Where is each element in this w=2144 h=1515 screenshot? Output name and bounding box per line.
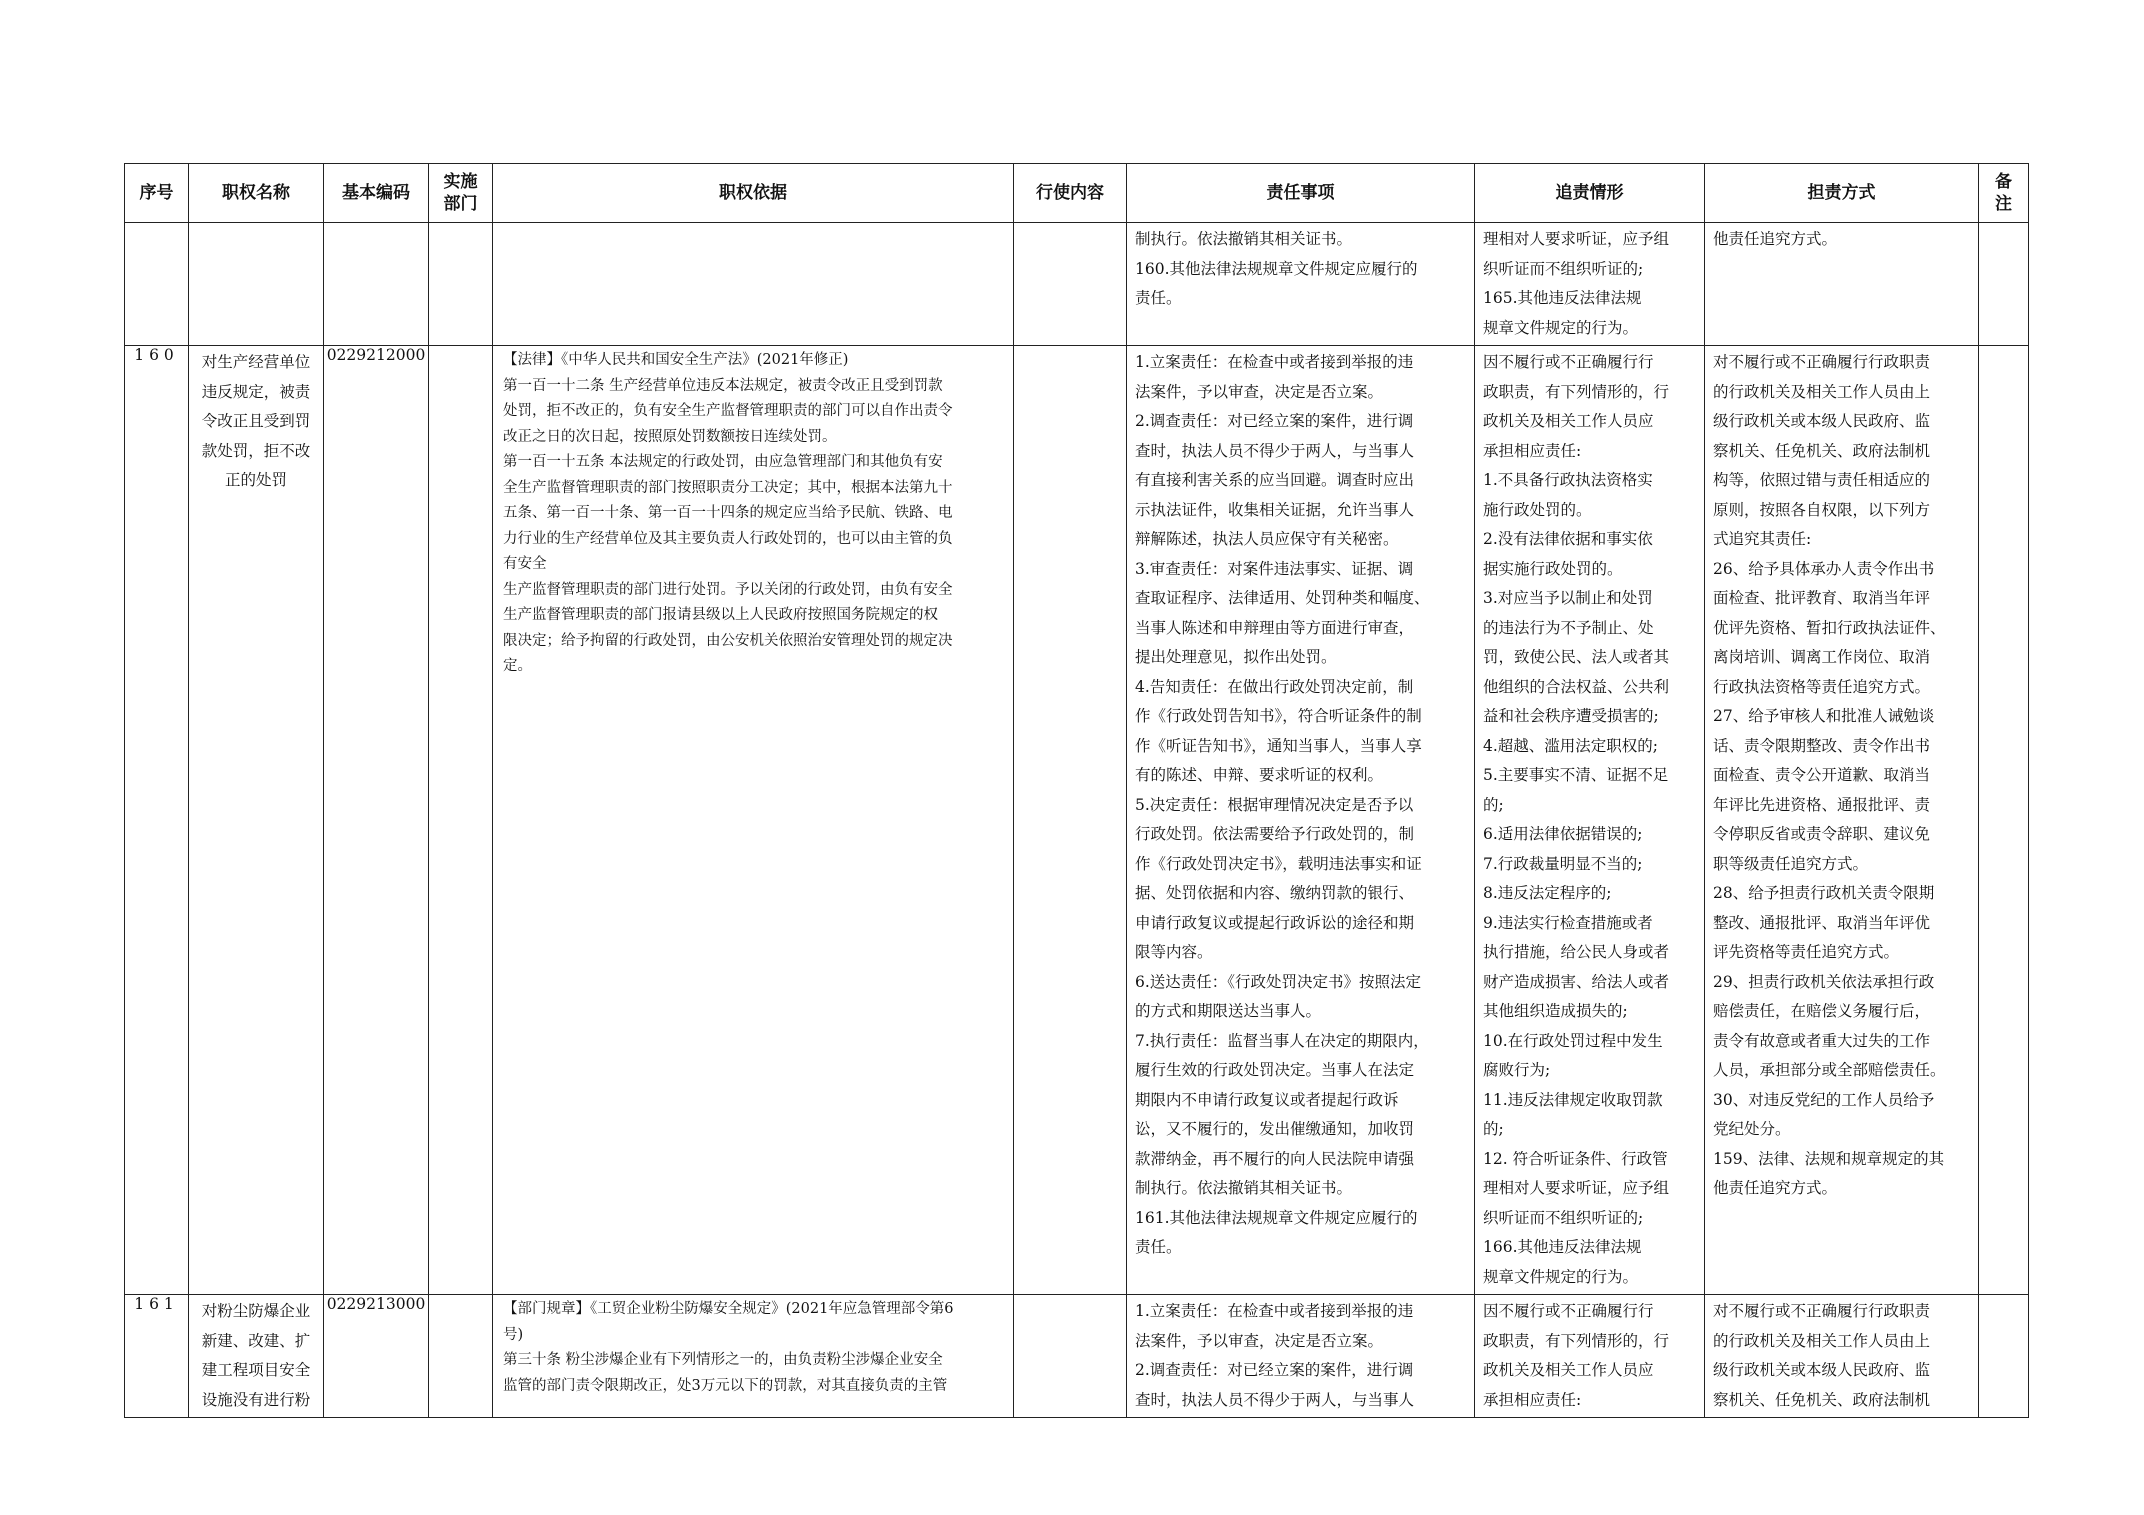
cell-liability-line: 原则，按照各自权限，以下列方 bbox=[1713, 500, 1931, 519]
cell-accountability-line: 8.违反法定程序的; bbox=[1483, 884, 1612, 902]
cell-name bbox=[189, 1295, 324, 1418]
cell-duty-line: 查取证程序、法律适用、处罚种类和幅度、 bbox=[1135, 589, 1430, 607]
cell-duty bbox=[1127, 346, 1475, 1295]
cell-basis-text bbox=[493, 346, 1013, 682]
cell-duty-line: 2.调查责任：对已经立案的案件，进行调 bbox=[1135, 412, 1414, 430]
header-content: 行使内容 bbox=[1014, 164, 1127, 223]
cell-liability-line: 察机关、任免机关、政府法制机 bbox=[1713, 1390, 1931, 1409]
cell-liability-line: 的行政机关及相关工作人员由上 bbox=[1713, 382, 1931, 401]
cell-code-text: 0229212000 bbox=[326, 346, 426, 364]
cell-duty-line: 当事人陈述和申辩理由等方面进行审查， bbox=[1135, 618, 1415, 637]
cell-liability-line: 构等，依照过错与责任相适应的 bbox=[1713, 471, 1931, 489]
cell-accountability-line: 规章文件规定的行为。 bbox=[1483, 318, 1639, 337]
cell-liability-line: 对不履行或不正确履行行政职责 bbox=[1713, 1302, 1931, 1320]
header-dept bbox=[429, 164, 493, 223]
cell-basis-line: 力行业的生产经营单位及其主要负责人行政处罚的，也可以由主管的负 bbox=[503, 530, 953, 547]
cell-liability-line: 28、给予担责行政机关责令限期 bbox=[1713, 884, 1935, 902]
header-basis: 职权依据 bbox=[493, 164, 1014, 223]
cell-basis-line: 号) bbox=[503, 1326, 524, 1343]
cell-accountability-line: 166.其他违反法律法规 bbox=[1483, 1238, 1642, 1256]
cell-code-text: 0229213000 bbox=[326, 1295, 426, 1313]
header-duty: 责任事项 bbox=[1127, 164, 1475, 223]
cell-liability-line: 话、责令限期整改、责令作出书 bbox=[1713, 736, 1931, 755]
cell-basis-line: 限决定；给予拘留的行政处罚，由公安机关依照治安管理处罚的规定决 bbox=[503, 632, 953, 649]
cell-accountability-line: 益和社会秩序遭受损害的; bbox=[1483, 707, 1659, 725]
cell-duty-line: 据、处罚依据和内容、缴纳罚款的银行、 bbox=[1135, 884, 1415, 902]
cell-name bbox=[189, 223, 324, 346]
cell-accountability-line: 理相对人要求听证，应予组 bbox=[1483, 230, 1670, 248]
cell-basis-line: 【法律】《中华人民共和国安全生产法》(2021年修正) bbox=[503, 352, 849, 368]
cell-liability-line: 优评先资格、暂扣行政执法证件、 bbox=[1713, 618, 1946, 637]
cell-name-line: 建工程项目安全 bbox=[201, 1361, 311, 1379]
header-accountability: 追责情形 bbox=[1475, 164, 1705, 223]
cell-duty-line: 3.审查责任：对案件违法事实、证据、调 bbox=[1135, 559, 1414, 578]
header-remark-text: 备注 bbox=[1995, 172, 2012, 214]
cell-liability-line: 他责任追究方式。 bbox=[1713, 1179, 1838, 1197]
cell-basis-line: 第一百一十二条 生产经营单位违反本法规定，被责令改正且受到罚款 bbox=[503, 377, 943, 394]
cell-dept bbox=[429, 1295, 493, 1418]
cell-liability-text bbox=[1705, 1295, 1978, 1417]
cell-basis-line: 生产监督管理职责的部门报请县级以上人民政府按照国务院规定的权 bbox=[503, 607, 938, 623]
cell-name-line: 对生产经营单位 bbox=[201, 353, 311, 371]
cell-liability-line: 人员，承担部分或全部赔偿责任。 bbox=[1713, 1061, 1946, 1079]
cell-accountability-line: 2.没有法律依据和事实依 bbox=[1483, 530, 1653, 548]
cell-accountability-line: 7.行政裁量明显不当的; bbox=[1483, 854, 1643, 873]
cell-liability-line: 29、担责行政机关依法承担行政 bbox=[1713, 972, 1935, 991]
cell-accountability-line: 罚，致使公民、法人或者其 bbox=[1483, 648, 1670, 666]
cell-accountability-line: 其他组织造成损失的; bbox=[1483, 1002, 1628, 1020]
cell-dept bbox=[429, 223, 493, 346]
cell-accountability-line: 政机关及相关工作人员应 bbox=[1483, 1361, 1654, 1379]
cell-duty-line: 示执法证件，收集相关证据，允许当事人 bbox=[1135, 500, 1415, 519]
cell-code bbox=[324, 1295, 429, 1418]
cell-duty-line: 2.调查责任：对已经立案的案件，进行调 bbox=[1135, 1361, 1414, 1379]
cell-duty-line: 申请行政复议或提起行政诉讼的途径和期 bbox=[1135, 913, 1415, 932]
cell-duty-text bbox=[1127, 346, 1474, 1265]
cell-accountability-line: 因不履行或不正确履行行 bbox=[1483, 353, 1654, 371]
cell-seq bbox=[125, 1295, 189, 1418]
cell-accountability-line: 政机关及相关工作人员应 bbox=[1483, 412, 1654, 430]
cell-basis-line: 监管的部门责令限期改正，处3万元以下的罚款，对其直接负责的主管 bbox=[503, 1377, 948, 1394]
cell-name-text bbox=[189, 223, 323, 227]
cell-accountability-line: 12. 符合听证条件、行政管 bbox=[1483, 1149, 1668, 1168]
cell-basis-line: 生产监督管理职责的部门进行处罚。予以关闭的行政处罚，由负有安全 bbox=[503, 581, 953, 598]
cell-basis-line: 改正之日的次日起，按照原处罚数额按日连续处罚。 bbox=[503, 428, 837, 445]
cell-accountability-line: 10.在行政处罚过程中发生 bbox=[1483, 1031, 1663, 1050]
cell-accountability-line: 因不履行或不正确履行行 bbox=[1483, 1302, 1654, 1320]
cell-basis-line: 第三十条 粉尘涉爆企业有下列情形之一的，由负责粉尘涉爆企业安全 bbox=[503, 1352, 943, 1368]
cell-liability-line: 面检查、批评教育、取消当年评 bbox=[1713, 589, 1931, 607]
cell-basis-line: 处罚，拒不改正的，负有安全生产监督管理职责的部门可以自作出责令 bbox=[503, 403, 953, 419]
cell-duty-line: 作《听证告知书》，通知当事人，当事人享 bbox=[1135, 736, 1422, 755]
cell-liability-line: 30、对违反党纪的工作人员给予 bbox=[1713, 1090, 1935, 1109]
cell-duty-line: 作《行政处罚告知书》，符合听证条件的制 bbox=[1135, 707, 1422, 725]
cell-dept bbox=[429, 346, 493, 1295]
cell-name bbox=[189, 346, 324, 1295]
cell-liability-line: 整改、通报批评、取消当年评优 bbox=[1713, 913, 1931, 932]
cell-name-line: 款处罚，拒不改 bbox=[201, 441, 311, 460]
cell-seq-text: 160 bbox=[134, 346, 179, 364]
header-code: 基本编码 bbox=[324, 164, 429, 223]
cell-liability-text bbox=[1705, 346, 1978, 1206]
cell-accountability-line: 的; bbox=[1483, 795, 1504, 814]
table-row bbox=[125, 1295, 2029, 1418]
cell-liability-line: 党纪处分。 bbox=[1713, 1120, 1791, 1138]
cell-basis-line: 定。 bbox=[503, 658, 532, 674]
cell-accountability-line: 他组织的合法权益、公共利 bbox=[1483, 677, 1670, 696]
cell-name-line: 对粉尘防爆企业 bbox=[201, 1302, 311, 1320]
cell-accountability-line: 腐败行为; bbox=[1483, 1061, 1551, 1079]
cell-liability bbox=[1705, 223, 1979, 346]
cell-duty-line: 制执行。依法撤销其相关证书。 bbox=[1135, 230, 1353, 248]
cell-basis bbox=[493, 223, 1014, 346]
cell-accountability bbox=[1475, 1295, 1705, 1418]
cell-liability-line: 行政执法资格等责任追究方式。 bbox=[1713, 677, 1931, 696]
cell-duty-line: 讼，又不履行的，发出催缴通知，加收罚 bbox=[1135, 1120, 1415, 1138]
cell-liability-line: 159、法律、法规和规章规定的其 bbox=[1713, 1149, 1945, 1168]
cell-basis bbox=[493, 346, 1014, 1295]
cell-name-line: 新建、改建、扩 bbox=[201, 1331, 311, 1350]
cell-accountability-text bbox=[1475, 223, 1704, 345]
cell-accountability bbox=[1475, 223, 1705, 346]
cell-accountability-line: 施行政处罚的。 bbox=[1483, 500, 1592, 519]
cell-duty-text bbox=[1127, 1295, 1474, 1417]
table-row bbox=[125, 223, 2029, 346]
cell-duty-line: 提出处理意见，拟作出处罚。 bbox=[1135, 648, 1337, 666]
cell-accountability-line: 承担相应责任: bbox=[1483, 1390, 1582, 1409]
cell-duty-line: 7.执行责任：监督当事人在决定的期限内， bbox=[1135, 1031, 1429, 1050]
cell-remark bbox=[1979, 1295, 2029, 1418]
header-name: 职权名称 bbox=[189, 164, 324, 223]
cell-accountability-line: 规章文件规定的行为。 bbox=[1483, 1267, 1639, 1286]
cell-duty-line: 限等内容。 bbox=[1135, 943, 1213, 961]
cell-accountability-line: 4.超越、滥用法定职权的; bbox=[1483, 736, 1659, 755]
cell-liability-line: 式追究其责任: bbox=[1713, 530, 1812, 548]
cell-liability-line: 察机关、任免机关、政府法制机 bbox=[1713, 441, 1931, 460]
cell-liability-line: 级行政机关或本级人民政府、监 bbox=[1713, 412, 1931, 430]
cell-duty-line: 160.其他法律法规规章文件规定应履行的 bbox=[1135, 259, 1418, 278]
cell-duty-line: 责任。 bbox=[1135, 1238, 1182, 1256]
header-dept-text: 实施部门 bbox=[443, 172, 478, 214]
cell-accountability-line: 6.适用法律依据错误的; bbox=[1483, 825, 1643, 843]
cell-code bbox=[324, 346, 429, 1295]
cell-liability-line: 面检查、责令公开道歉、取消当 bbox=[1713, 766, 1931, 784]
cell-liability-text bbox=[1705, 223, 1978, 257]
authority-table bbox=[124, 163, 2029, 1418]
cell-accountability-text bbox=[1475, 346, 1704, 1294]
cell-accountability-line: 政职责，有下列情形的，行 bbox=[1483, 1331, 1670, 1350]
cell-accountability-line: 承担相应责任: bbox=[1483, 441, 1582, 460]
cell-liability-line: 他责任追究方式。 bbox=[1713, 230, 1838, 248]
cell-duty-line: 期限内不申请行政复议或者提起行政诉 bbox=[1135, 1090, 1399, 1109]
cell-duty-line: 查时，执法人员不得少于两人，与当事人 bbox=[1135, 1390, 1415, 1409]
cell-duty-line: 履行生效的行政处罚决定。当事人在法定 bbox=[1135, 1061, 1415, 1079]
cell-liability-line: 年评比先进资格、通报批评、责 bbox=[1713, 795, 1931, 814]
cell-duty-line: 5.决定责任：根据审理情况决定是否予以 bbox=[1135, 795, 1414, 814]
cell-accountability-line: 165.其他违反法律法规 bbox=[1483, 289, 1642, 307]
cell-content bbox=[1014, 346, 1127, 1295]
cell-accountability-line: 1.不具备行政执法资格实 bbox=[1483, 471, 1653, 489]
cell-duty bbox=[1127, 1295, 1475, 1418]
cell-name-line: 设施没有进行粉 bbox=[201, 1390, 311, 1409]
cell-name-line: 正的处罚 bbox=[224, 471, 287, 489]
cell-duty-line: 款滞纳金，再不履行的向人民法院申请强 bbox=[1135, 1149, 1415, 1168]
cell-liability-line: 的行政机关及相关工作人员由上 bbox=[1713, 1331, 1931, 1350]
cell-accountability-line: 织听证而不组织听证的; bbox=[1483, 259, 1644, 278]
header-row bbox=[125, 164, 2029, 223]
cell-remark bbox=[1979, 346, 2029, 1295]
cell-duty-line: 查时，执法人员不得少于两人，与当事人 bbox=[1135, 441, 1415, 460]
cell-name-text bbox=[189, 1295, 323, 1417]
cell-seq-text: 161 bbox=[134, 1295, 179, 1313]
cell-duty-line: 6.送达责任：《行政处罚决定书》按照法定 bbox=[1135, 972, 1422, 991]
cell-code bbox=[324, 223, 429, 346]
cell-liability-line: 评先资格等责任追究方式。 bbox=[1713, 943, 1900, 961]
cell-duty-line: 1.立案责任：在检查中或者接到举报的违 bbox=[1135, 353, 1414, 371]
cell-duty-line: 161.其他法律法规规章文件规定应履行的 bbox=[1135, 1208, 1418, 1227]
cell-liability-line: 离岗培训、调离工作岗位、取消 bbox=[1713, 648, 1931, 666]
cell-name-line: 令改正且受到罚 bbox=[201, 412, 311, 430]
cell-basis-line: 第一百一十五条 本法规定的行政处罚，由应急管理部门和其他负有安 bbox=[503, 454, 943, 470]
cell-accountability-line: 据实施行政处罚的。 bbox=[1483, 559, 1623, 578]
cell-duty-text bbox=[1127, 223, 1474, 316]
cell-basis-line: 五条、第一百一十条、第一百一十四条的规定应当给予民航、铁路、电 bbox=[503, 505, 953, 521]
cell-name-line: 违反规定，被责 bbox=[201, 382, 311, 401]
cell-liability-line: 责令有故意或者重大过失的工作 bbox=[1713, 1031, 1931, 1050]
cell-accountability-line: 的; bbox=[1483, 1120, 1504, 1138]
cell-basis bbox=[493, 1295, 1014, 1418]
cell-duty-line: 有直接利害关系的应当回避。调查时应出 bbox=[1135, 471, 1415, 489]
cell-duty-line: 制执行。依法撤销其相关证书。 bbox=[1135, 1179, 1353, 1197]
cell-accountability-line: 5.主要事实不清、证据不足 bbox=[1483, 766, 1669, 784]
cell-accountability-line: 政职责，有下列情形的，行 bbox=[1483, 382, 1670, 401]
cell-duty-line: 1.立案责任：在检查中或者接到举报的违 bbox=[1135, 1302, 1414, 1320]
cell-accountability-line: 织听证而不组织听证的; bbox=[1483, 1208, 1644, 1227]
cell-remark bbox=[1979, 223, 2029, 346]
cell-liability-line: 令停职反省或责令辞职、建议免 bbox=[1713, 825, 1931, 843]
cell-duty-line: 法案件，予以审查，决定是否立案。 bbox=[1135, 1331, 1384, 1350]
cell-liability-line: 职等级责任追究方式。 bbox=[1713, 854, 1869, 873]
cell-accountability-text bbox=[1475, 1295, 1704, 1417]
cell-content bbox=[1014, 1295, 1127, 1418]
cell-basis-line: 【部门规章】《工贸企业粉尘防爆安全规定》(2021年应急管理部令第6 bbox=[503, 1301, 954, 1317]
cell-accountability-line: 11.违反法律规定收取罚款 bbox=[1483, 1090, 1663, 1109]
cell-duty-line: 责任。 bbox=[1135, 289, 1182, 307]
cell-duty-line: 的方式和期限送达当事人。 bbox=[1135, 1002, 1322, 1020]
cell-duty-line: 作《行政处罚决定书》，载明违法事实和证 bbox=[1135, 854, 1422, 873]
cell-basis-line: 全生产监督管理职责的部门按照职责分工决定；其中，根据本法第九十 bbox=[503, 479, 953, 496]
cell-name-text bbox=[189, 346, 323, 498]
cell-duty bbox=[1127, 223, 1475, 346]
cell-liability-line: 对不履行或不正确履行行政职责 bbox=[1713, 353, 1931, 371]
cell-liability-line: 26、给予具体承办人责令作出书 bbox=[1713, 559, 1935, 578]
header-liability: 担责方式 bbox=[1705, 164, 1979, 223]
cell-basis-text bbox=[493, 1295, 1013, 1401]
cell-content bbox=[1014, 223, 1127, 346]
cell-seq bbox=[125, 346, 189, 1295]
cell-accountability-line: 3.对应当予以制止和处罚 bbox=[1483, 589, 1653, 607]
cell-accountability-line: 的违法行为不予制止、处 bbox=[1483, 618, 1654, 637]
header-remark bbox=[1979, 164, 2029, 223]
cell-liability-line: 级行政机关或本级人民政府、监 bbox=[1713, 1361, 1931, 1379]
cell-accountability bbox=[1475, 346, 1705, 1295]
header-seq: 序号 bbox=[125, 164, 189, 223]
cell-liability-line: 27、给予审核人和批准人诫勉谈 bbox=[1713, 707, 1935, 725]
cell-duty-line: 行政处罚。依法需要给予行政处罚的，制 bbox=[1135, 825, 1415, 843]
cell-seq bbox=[125, 223, 189, 346]
cell-liability bbox=[1705, 346, 1979, 1295]
cell-liability-line: 赔偿责任，在赔偿义务履行后， bbox=[1713, 1002, 1931, 1020]
cell-accountability-line: 理相对人要求听证，应予组 bbox=[1483, 1179, 1670, 1197]
cell-accountability-line: 执行措施，给公民人身或者 bbox=[1483, 943, 1670, 961]
cell-duty-line: 法案件，予以审查，决定是否立案。 bbox=[1135, 382, 1384, 401]
cell-accountability-line: 财产造成损害、给法人或者 bbox=[1483, 972, 1670, 991]
table-row bbox=[125, 346, 2029, 1295]
cell-liability bbox=[1705, 1295, 1979, 1418]
cell-duty-line: 4.告知责任：在做出行政处罚决定前，制 bbox=[1135, 677, 1414, 696]
cell-basis-line: 有安全 bbox=[503, 556, 547, 572]
cell-accountability-line: 9.违法实行检查措施或者 bbox=[1483, 913, 1653, 932]
cell-basis-text bbox=[493, 223, 1013, 227]
cell-duty-line: 辩解陈述，执法人员应保守有关秘密。 bbox=[1135, 530, 1399, 548]
cell-duty-line: 有的陈述、申辩、要求听证的权利。 bbox=[1135, 766, 1384, 784]
